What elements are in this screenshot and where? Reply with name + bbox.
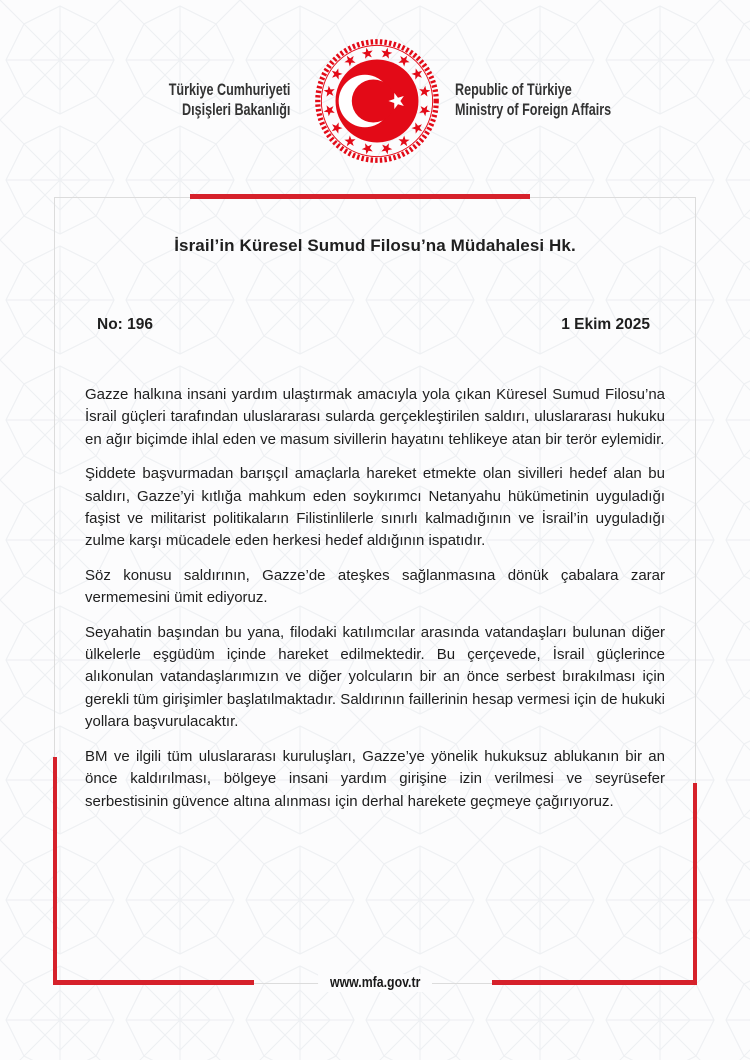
footer	[0, 974, 750, 992]
press-release-title: İsrail’in Küresel Sumud Filosu’na Müdahalesi Hk.	[174, 236, 576, 255]
press-release-body	[85, 384, 665, 825]
org-tr-line1: Türkiye Cumhuriyeti	[168, 80, 290, 99]
crescent-and-star	[336, 60, 419, 143]
release-date: 1 Ekim 2025	[561, 316, 650, 333]
org-en-line1: Republic of Türkiye	[455, 80, 572, 99]
body-paragraph: BM ve ilgili tüm uluslararası kuruluşları, Gazze’ye yönelik hukuksuz ablukanın bir an önce kaldırılması, bölgeye insani yardım girişine izin verilmesi ve seyrüsefer serbestisinin güvence altına alınması için derhal harekete geçmeye çağırıyoruz.	[85, 747, 665, 810]
release-number: No: 196	[97, 316, 153, 333]
body-paragraph: Gazze halkına insani yardım ulaştırmak amacıyla yola çıkan Küresel Sumud Filosu’na İsrail güçleri tarafından uluslararası sularda gerçekleştirilen saldırı, uluslararası hukuku en ağır biçimde ihlal eden ve masum sivillerin hayatını tehlikeye atan bir terör eylemidir.	[85, 386, 665, 448]
footer-website-label: www.mfa.gov.tr	[318, 974, 432, 992]
org-tr-line2: Dışişleri Bakanlığı	[181, 100, 290, 119]
top-accent-line	[190, 194, 530, 199]
org-en-line2: Ministry of Foreign Affairs	[455, 100, 612, 119]
body-paragraph: Şiddete başvurmadan barışçıl amaçlarla hareket etmekte olan sivilleri hedef alan bu saldırı, Gazze’yi kıtlığa mahkum eden soykırımcı Netanyahu hükümetinin uyguladığı faşist ve militarist politikaların Filistinlilerle sınırlı kalmadığının ve İsrail’in uyguladığı zulme karşı mücadele eden herkesi hedef aldığının ispatıdır.	[85, 465, 665, 550]
header-org-name-en	[455, 80, 611, 120]
right-accent-line	[693, 783, 697, 984]
body-paragraph: Seyahatin başından bu yana, filodaki katılımcılar arasında vatandaşları bulunan diğer ülkelerle eşgüdüm içinde hareket edilmektedir. Bu çerçevede, İsrail güçlerince alıkonulan vatandaşlarımızın ve diğer yolcuların bir an önce serbest bırakılması için gerekli tüm girişimler başlatılmaktadır. Saldırının faillerinin hesap vermesi için de hukuki yollara başvurulacaktır.	[85, 623, 665, 731]
body-paragraph: Söz konusu saldırının, Gazze’de ateşkes sağlanmasına dönük çabalara zarar vermemesini ümit ediyoruz.	[85, 566, 665, 607]
left-accent-line	[53, 757, 57, 984]
turkiye-mfa-emblem-icon	[314, 38, 440, 164]
header-org-name-tr	[168, 80, 290, 120]
release-meta-row	[97, 316, 650, 334]
